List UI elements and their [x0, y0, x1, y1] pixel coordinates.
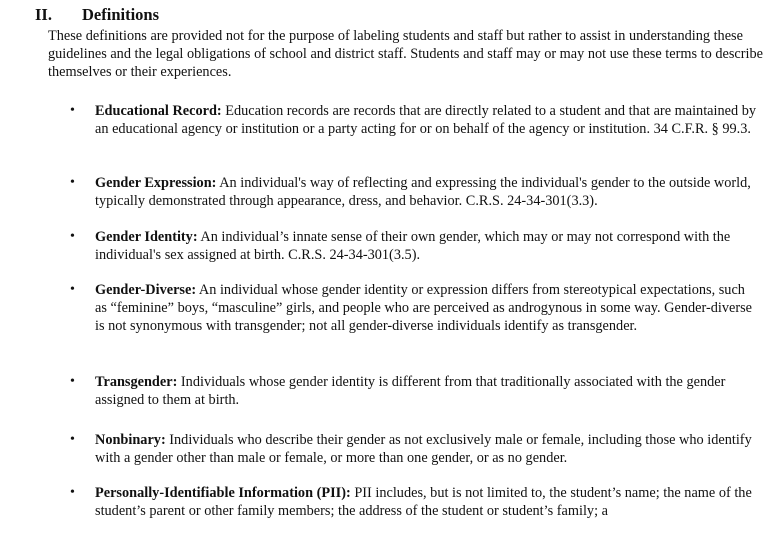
bullet-icon: •	[70, 175, 75, 190]
definition-text: Individuals who describe their gender as not exclusively male or female, including those who identify with a gender other than male or female, or more than one gender, or as no gender.	[95, 432, 752, 466]
definition-term: Personally-Identifiable Information (PII):	[95, 485, 351, 501]
definition-text: Individuals whose gender identity is different from that traditionally associated with the gender assigned to them at birth.	[95, 374, 726, 408]
bullet-icon: •	[70, 374, 75, 389]
definition-term: Gender Identity:	[95, 229, 198, 245]
definition-text: Education records are records that are directly related to a student and that are maintained by an educational agency or institution or a party acting for or on behalf of the agency or institution. 34 C.F.R. § 99.3.	[95, 103, 756, 137]
bullet-icon: •	[70, 485, 75, 500]
bullet-icon: •	[70, 282, 75, 297]
definition-term: Gender Expression:	[95, 175, 217, 191]
definition-term: Gender-Diverse:	[95, 282, 197, 298]
section-number: II.	[35, 5, 52, 24]
bullet-icon: •	[70, 103, 75, 118]
definition-transgender	[70, 373, 760, 409]
definition-pii	[70, 484, 760, 520]
intro-paragraph: These definitions are provided not for the purpose of labeling students and staff but rather to assist in understanding these guidelines and the legal obligations of school and district staff. Students and staff may or may not use these terms to describe themselves or their experiences.	[48, 28, 763, 80]
section-heading	[35, 5, 159, 25]
definition-text: An individual's way of reflecting and expressing the individual's gender to the outside world, typically demonstrated through appearance, dress, and behavior. C.R.S. 24-34-301(3.3).	[95, 175, 751, 209]
bullet-icon: •	[70, 432, 75, 447]
definition-text: An individual’s innate sense of their own gender, which may or may not correspond with the individual's sex assigned at birth. C.R.S. 24-34-301(3.5).	[95, 229, 731, 263]
definition-gender-diverse	[70, 281, 760, 335]
definition-term: Nonbinary:	[95, 432, 166, 448]
definition-gender-expression	[70, 174, 760, 210]
definition-text: PII includes, but is not limited to, the student’s name; the name of the student’s parent or other family members; the address of the student or student’s family; a	[95, 485, 752, 519]
definition-text: An individual whose gender identity or expression differs from stereotypical expectations, such as “feminine” boys, “masculine” girls, and people who are perceived as androgynous in some way. Gender-diverse is not synonymous with transgender; not all gender-diverse individuals identify as transgender.	[95, 282, 753, 334]
definition-educational-record	[70, 102, 760, 138]
definition-gender-identity	[70, 228, 760, 264]
definition-term: Transgender:	[95, 374, 178, 390]
section-title: Definitions	[82, 5, 160, 24]
definition-nonbinary	[70, 431, 760, 467]
definition-term: Educational Record:	[95, 103, 222, 119]
bullet-icon: •	[70, 229, 75, 244]
